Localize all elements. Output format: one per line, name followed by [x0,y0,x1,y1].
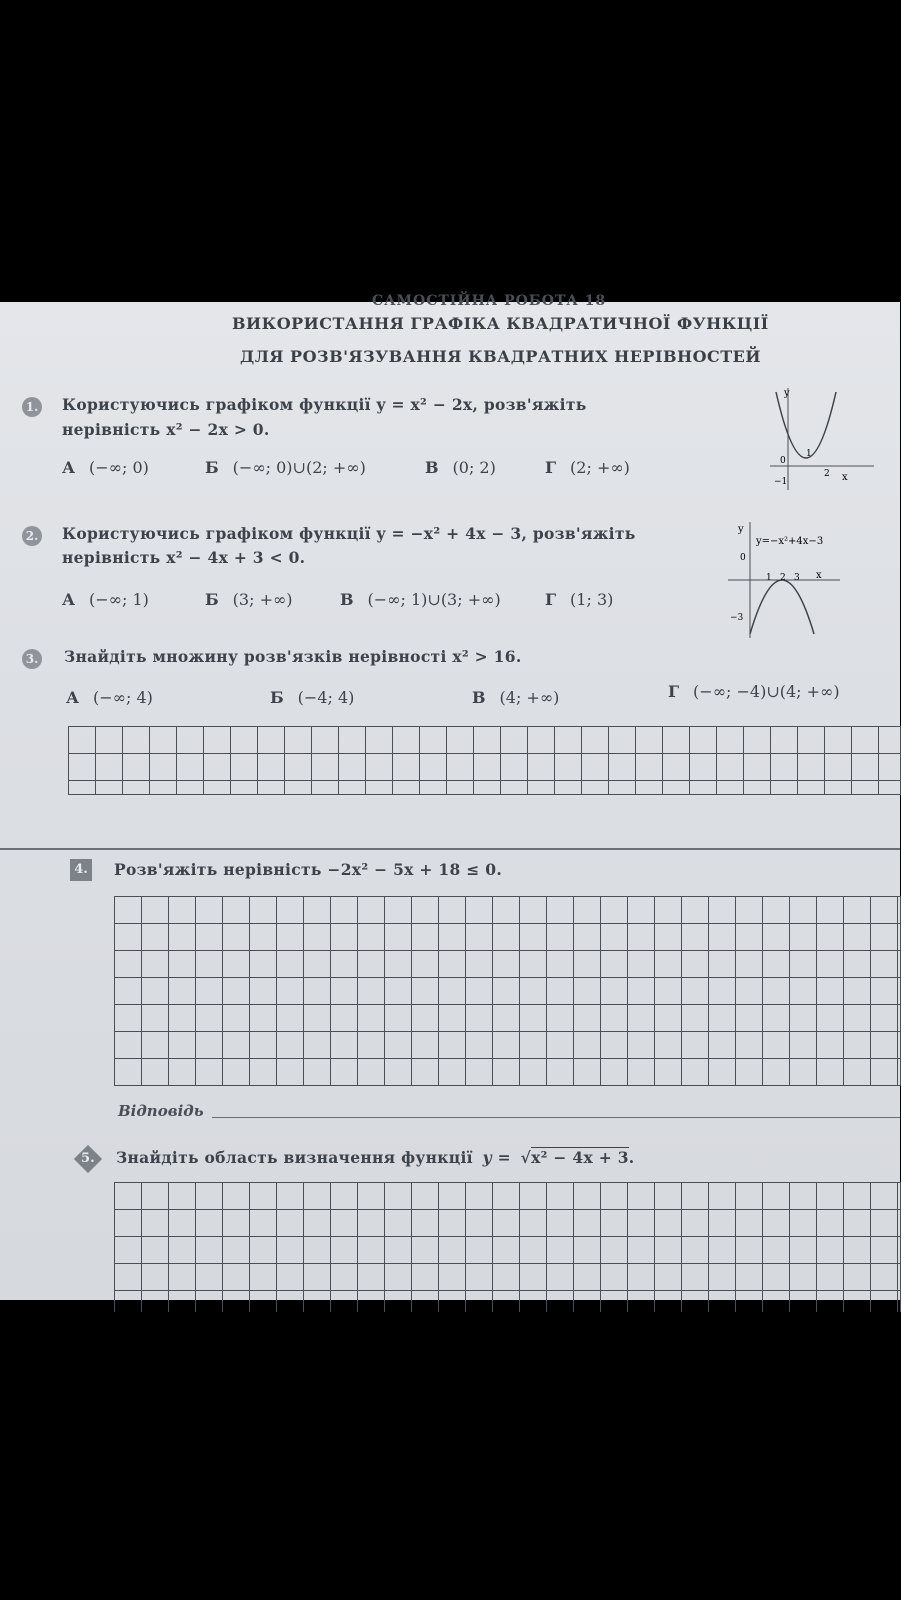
task-1-option-b[interactable]: Б (−∞; 0)∪(2; +∞) [205,458,366,477]
task-1-graph [770,384,880,494]
task-5-number: 5. [74,1145,102,1173]
task-1-option-g[interactable]: Г (2; +∞) [545,458,630,477]
task-2-graph-label-3: 3 [794,573,800,583]
task-2-graph-formula: y=−x²+4x−3 [756,536,824,547]
page-title-line1: ВИКОРИСТАННЯ ГРАФІКА КВАДРАТИЧНОЇ ФУНКЦІЇ [232,314,769,333]
task-1-graph-x-label: x [842,472,848,483]
task-1-graph-label-neg1: −1 [774,477,788,487]
task-2-number: 2. [22,526,42,546]
task-3-option-b[interactable]: Б (−4; 4) [270,688,355,707]
task-2-graph-label-1: 1 [766,573,772,583]
task-1-graph-y-label: y [784,388,790,399]
task-3-answer-grid[interactable] [68,726,901,795]
task-2-graph [728,520,878,640]
page-title-line2: ДЛЯ РОЗВ'ЯЗУВАННЯ КВАДРАТНИХ НЕРІВНОСТЕЙ [240,347,761,366]
task-4-answer-label: Відповідь [118,1102,204,1120]
task-4-answer-line[interactable] [212,1117,900,1118]
task-3-text: Знайдіть множину розв'язків нерівності x² > 16. [64,647,522,666]
task-2-graph-label-neg3: −3 [730,613,744,623]
task-1-text-line1: Користуючись графіком функції y = x² − 2x, розв'яжіть [62,395,587,414]
task-4-number: 4. [70,859,92,881]
task-1-option-a[interactable]: А (−∞; 0) [62,458,149,477]
task-1-graph-label-1: 1 [806,449,812,459]
section-separator [0,848,900,850]
task-2-graph-y-label: y [738,524,744,535]
task-2-graph-label-2: 2 [780,573,786,583]
task-1-graph-label-2: 2 [824,469,830,479]
task-1-number: 1. [22,397,42,417]
task-2-graph-x-label: x [816,570,822,581]
task-3-option-g[interactable]: Г (−∞; −4)∪(4; +∞) [668,682,840,701]
task-2-option-v[interactable]: В (−∞; 1)∪(3; +∞) [340,590,501,609]
task-4-text: Розв'яжіть нерівність −2x² − 5x + 18 ≤ 0. [114,860,503,879]
task-3-option-v[interactable]: В (4; +∞) [472,688,560,707]
task-5-answer-grid[interactable] [114,1182,901,1312]
task-1-graph-origin: 0 [780,456,786,466]
task-4-answer-grid[interactable] [114,896,901,1086]
worksheet-page [0,293,900,1300]
task-3-option-a[interactable]: А (−∞; 4) [66,688,153,707]
task-2-option-b[interactable]: Б (3; +∞) [205,590,293,609]
task-2-graph-origin: 0 [740,553,746,563]
task-2-text-line2: нерівність x² − 4x + 3 < 0. [62,548,306,567]
task-1-option-v[interactable]: В (0; 2) [425,458,496,477]
cut-off-title: САМОСТІЙНА РОБОТА 18 [372,293,607,309]
task-3-number: 3. [22,649,42,669]
task-1-text-line2: нерівність x² − 2x > 0. [62,420,270,439]
task-2-text-line1: Користуючись графіком функції y = −x² + 4x − 3, розв'яжіть [62,524,636,543]
task-2-option-a[interactable]: А (−∞; 1) [62,590,149,609]
task-2-option-g[interactable]: Г (1; 3) [545,590,614,609]
task-5-text: Знайдіть область визначення функції y = √x² − 4x + 3. [116,1148,635,1167]
